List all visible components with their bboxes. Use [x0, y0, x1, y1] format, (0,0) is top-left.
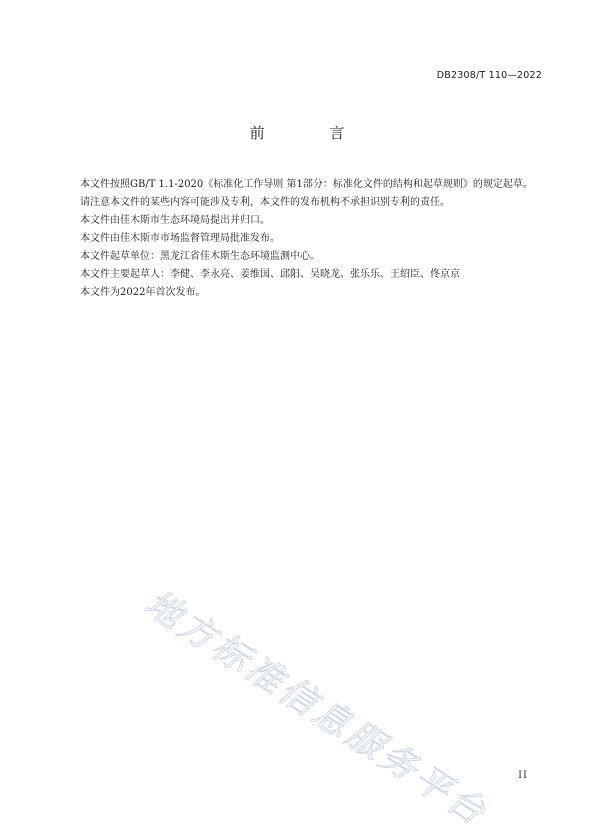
paragraph-drafting-unit: 本文件起草单位：黑龙江省佳木斯生态环境监测中心。 [80, 251, 320, 262]
paragraph-approver: 本文件由佳木斯市市场监督管理局批准发布。 [80, 233, 280, 244]
paragraph-drafting-basis: 本文件按照GB/T 1.1-2020《标准化工作导则 第1部分：标准化文件的结构和起草规则》的规定起草。 [80, 179, 533, 190]
document-code: DB2308/T 110—2022 [436, 70, 542, 81]
page-number: II [518, 770, 528, 781]
paragraph-proposer: 本文件由佳木斯市生态环境局提出并归口。 [80, 215, 270, 226]
paragraph-patent-notice: 请注意本文件的某些内容可能涉及专利，本文件的发布机构不承担识别专利的责任。 [80, 197, 450, 208]
page-title: 前 言 [249, 124, 375, 142]
watermark: 地方标准信息服务平台 [137, 582, 496, 836]
paragraph-release: 本文件为2022年首次发布。 [80, 287, 206, 298]
foreword-body [60, 176, 546, 302]
paragraph-drafters: 本文件主要起草人：李健、李永亮、姜维国、邱阳、吴晓龙、张乐乐、王绍臣、佟京京 [80, 269, 460, 280]
